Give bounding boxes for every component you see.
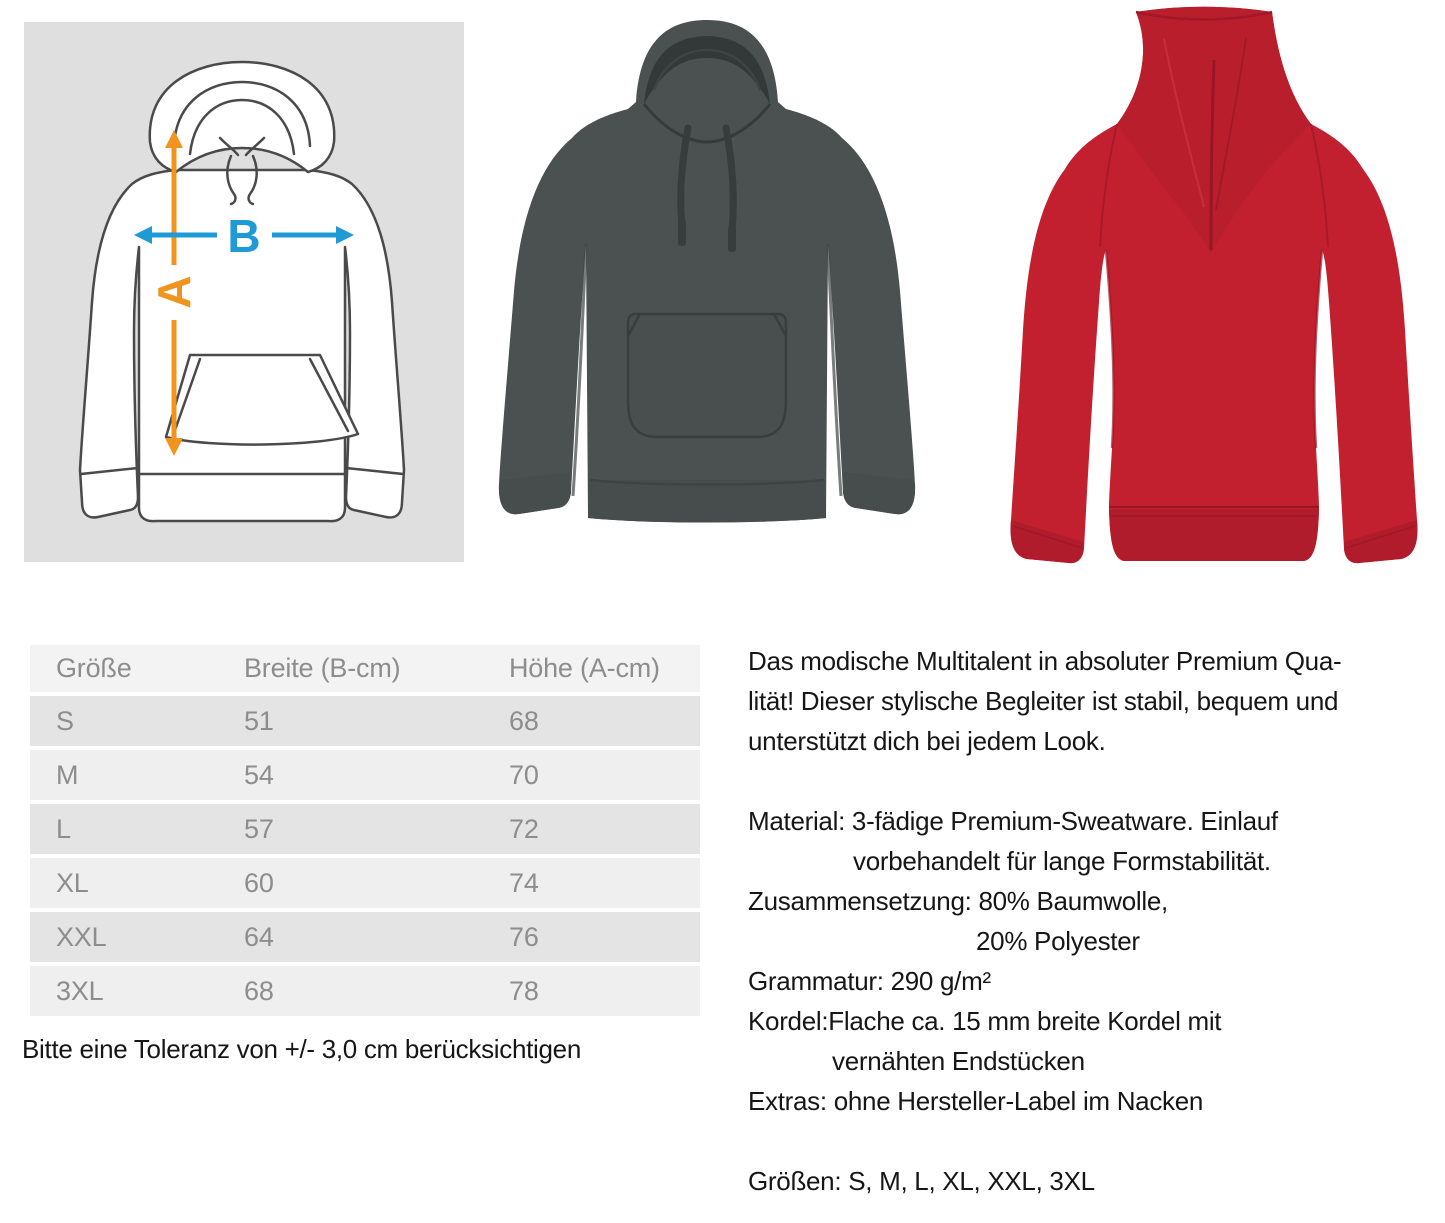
tolerance-note: Bitte eine Toleranz von +/- 3,0 cm berücksichtigen: [22, 1034, 581, 1064]
col-header-size: Größe: [56, 653, 132, 683]
product-photo-back: [988, 2, 1440, 576]
hoodie-front-image: [478, 6, 936, 562]
cell-size: L: [56, 813, 71, 844]
table-row: [30, 966, 700, 1016]
size-table: [30, 645, 700, 1020]
description-line: Größen: S, M, L, XL, XXL, 3XL: [748, 1166, 1095, 1196]
description-line: Grammatur: 290 g/m²: [748, 966, 991, 996]
table-row: [30, 750, 700, 800]
cell-height: 78: [509, 975, 539, 1006]
cell-height: 72: [509, 813, 539, 844]
product-photo-front: [478, 6, 936, 562]
cell-width: 51: [244, 705, 274, 736]
cell-height: 76: [509, 921, 539, 952]
cell-size: M: [56, 759, 79, 790]
table-row: [30, 804, 700, 854]
description-line: unterstützt dich bei jedem Look.: [748, 726, 1106, 756]
product-description: [748, 641, 1445, 1201]
description-line: Das modische Multitalent in absoluter Premium Qua-: [748, 646, 1342, 676]
table-row: [30, 696, 700, 746]
table-row: [30, 858, 700, 908]
hoodie-measurement-diagram: [24, 22, 464, 562]
col-header-height: Höhe (A-cm): [509, 653, 660, 683]
cell-width: 54: [244, 759, 274, 790]
cell-size: S: [56, 705, 74, 736]
description-line: Kordel:Flache ca. 15 mm breite Kordel mit: [748, 1006, 1222, 1036]
cell-height: 68: [509, 705, 539, 736]
description-line: vorbehandelt für lange Formstabilität.: [853, 846, 1271, 876]
size-table-header: [30, 645, 700, 692]
hoodie-front-silhouette: [499, 20, 915, 523]
description-line: Extras: ohne Hersteller-Label im Nacken: [748, 1086, 1204, 1116]
cell-width: 60: [244, 867, 274, 898]
kangaroo-pocket: [628, 314, 786, 437]
size-diagram-panel: [24, 22, 464, 562]
hoodie-back-image: [988, 2, 1440, 576]
cell-width: 57: [244, 813, 274, 844]
measurement-label-b: B: [227, 210, 261, 262]
description-line: vernähten Endstücken: [832, 1046, 1085, 1076]
cell-size: 3XL: [56, 975, 104, 1006]
description-line: lität! Dieser stylische Begleiter ist stabil, bequem und: [748, 686, 1339, 716]
col-header-width: Breite (B-cm): [244, 653, 401, 683]
cell-width: 64: [244, 921, 274, 952]
cell-width: 68: [244, 975, 274, 1006]
description-line: 20% Polyester: [976, 926, 1140, 956]
description-line: Zusammensetzung: 80% Baumwolle,: [748, 886, 1168, 916]
hoodie-outline-drawing: [80, 62, 404, 521]
table-row: [30, 912, 700, 962]
cell-height: 70: [509, 759, 539, 790]
description-line: Material: 3-fädige Premium-Sweatware. Einlauf: [748, 806, 1278, 836]
description-blank-line: [748, 1121, 1445, 1161]
cell-size: XXL: [56, 921, 107, 952]
measurement-label-a: A: [148, 275, 200, 309]
cell-size: XL: [56, 867, 89, 898]
cell-height: 74: [509, 867, 539, 898]
description-blank-line: [748, 761, 1445, 801]
